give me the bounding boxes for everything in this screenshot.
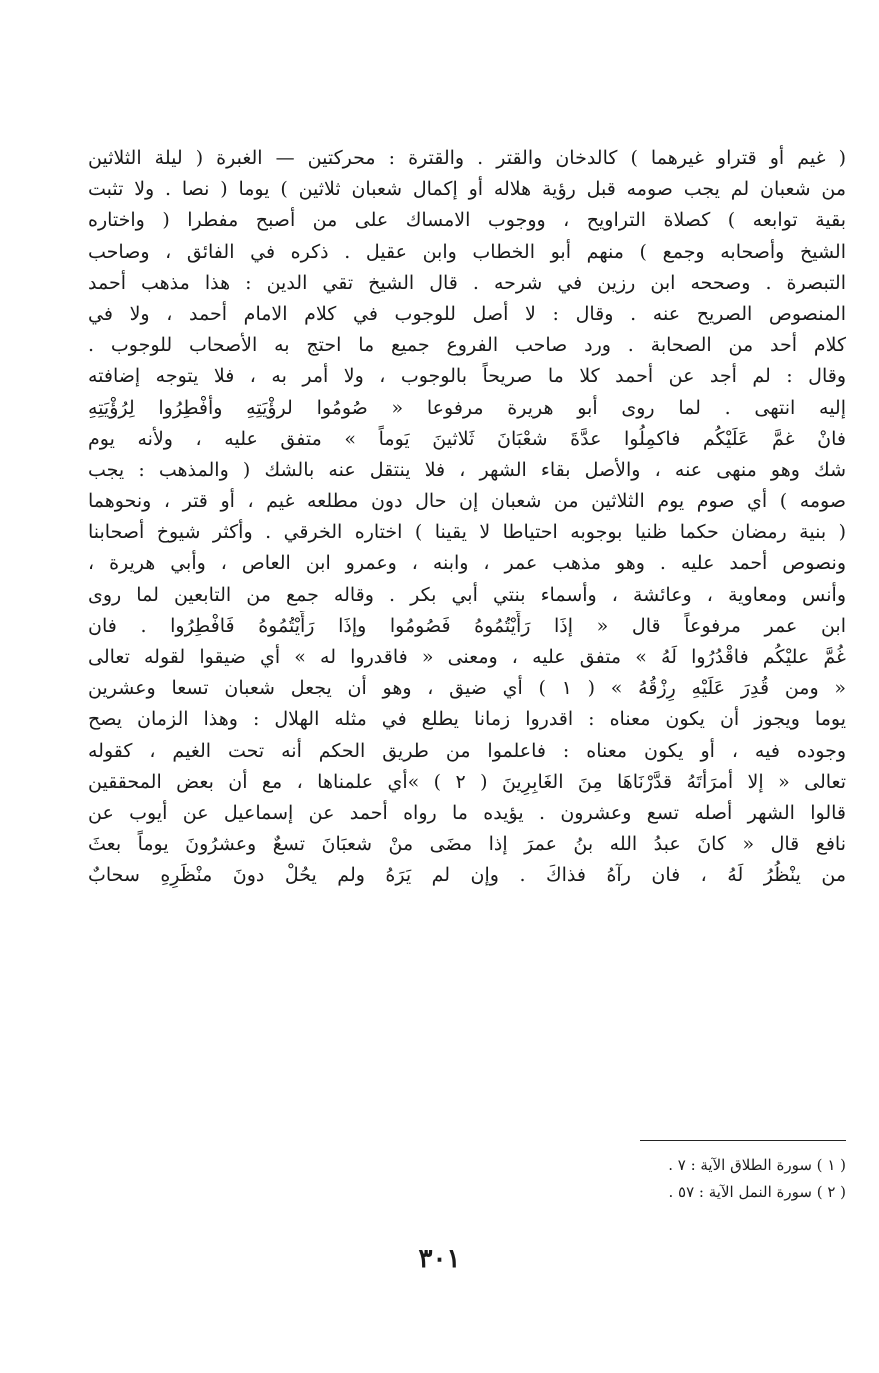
text-line: من شعبان لم يجب صومه قبل رؤية هلاله أو إكمال شعبان ثلاثين ) يوما ( نصا . ولا تثبت [88,178,846,201]
text-line: صومه ) أي صوم يوم الثلاثين من شعبان إن حال دون مطلعه غيم ، أو قتر ، ونحوهما [88,490,846,513]
footnote: ( ١ ) سورة الطلاق الآية : ٧ . [668,1156,846,1174]
text-line: غُمَّ عليْكُم فاقْدُرُوا لَهُ » متفق عليه ، ومعنى « فاقدروا له » أي ضيقوا لقوله تعالى [88,646,846,668]
text-line: تعالى « إلا أمرَأتَهُ قدَّرْنَاهَا مِنَ الغَابِرِينَ ( ٢ ) »أي علمناها ، مع أن بعض المحققين [88,770,846,793]
text-line: فانْ غمَّ عَلَيْكُم فاكمِلُوا عدَّةَ شعْبَانَ ثَلاثينَ يَوماً » متفق عليه ، ولأنه يوم [88,427,846,450]
text-line: من ينْظُرُ لَهُ ، فان رآهُ فذاكَ . وإن لم يَرَهُ ولم يحُلْ دونَ منْظَرِهِ سحابٌ [88,864,846,887]
footnote-divider [640,1140,846,1141]
text-line: شك وهو منهى عنه ، والأصل بقاء الشهر ، فلا ينتقل عنه بالشك ( والمذهب : يجب [88,458,846,481]
text-line: وأنس ومعاوية ، وعائشة ، وأسماء بنتي أبي بكر . وقاله جمع من التابعين لما روى [88,583,846,606]
text-line: ابن عمر مرفوعاً قال « إذَا رَأَيْتُمُوهُ فَصُومُوا وإذَا رَأَيْتُمُوهُ فَافْطِرُوا . فان [88,614,846,637]
text-line: ونصوص أحمد عليه . وهو مذهب عمر ، وابنه ، وعمرو ابن العاص ، وأبي هريرة ، [88,552,846,575]
text-line: نافع قال « كانَ عبدُ الله بنُ عمرَ إذا مضَى منْ شعبَانَ تسعٌ وعشرُونَ يوماً بعثَ [88,833,846,856]
text-line: التبصرة . وصححه ابن رزين في شرحه . قال الشيخ تقي الدين : هذا مذهب أحمد [88,271,846,294]
text-line: يوما ويجوز أن يكون معناه : اقدروا زمانا يطلع في مثله الهلال : وهذا الزمان يصح [88,708,846,731]
text-line: « ومن قُدِرَ عَلَيْهِ رِزْقُهُ » ( ١ ) أي ضيق ، وهو أن يجعل شعبان تسعا وعشرين [88,677,846,700]
text-line: وجوده فيه ، أو يكون معناه : فاعلموا من طريق الحكم أنه تحت الغيم ، كقوله [88,739,846,762]
footnotes [346,1152,846,1206]
text-line: المنصوص الصريح عنه . وقال : لا أصل للوجوب في كلام الامام أحمد ، ولا في [88,302,846,325]
text-line: وقال : لم أجد عن أحمد كلا ما صريحاً بالوجوب ، ولا أمر به ، فلا يتوجه إضافته [88,365,846,388]
footnote: ( ٢ ) سورة النمل الآية : ٥٧ . [668,1183,846,1201]
text-line: قالوا الشهر أصله تسع وعشرون . يؤيده ما رواه أحمد عن إسماعيل عن أيوب عن [88,801,846,824]
text-line: بقية توابعه ) كصلاة التراويح ، ووجوب الامساك على من أصبح مفطرا ( واختاره [88,209,846,232]
text-line: كلام أحد من الصحابة . ورد صاحب الفروع جميع ما احتج به الأصحاب للوجوب . [88,334,846,357]
text-line: الشيخ وأصحابه وجمع ) منهم أبو الخطاب وابن عقيل . ذكره في الفائق ، وصاحب [88,240,846,263]
text-line: إليه انتهى . لما روى أبو هريرة مرفوعا « صُومُوا لرؤْيَتِهِ وأفْطِرُوا لِرُؤْيَتِهِ [88,396,846,419]
page-number: ٣٠١ [418,1244,461,1274]
body-text [88,143,846,892]
text-line: ( بنية رمضان حكما ظنيا بوجوبه احتياطا لا يقينا ) اختاره الخرقي . وأكثر شيوخ أصحابنا [88,521,846,544]
text-line: ( غيم أو قتراو غيرهما ) كالدخان والقتر . والقترة : محركتين — الغبرة ( ليلة الثلاثين [88,147,846,169]
